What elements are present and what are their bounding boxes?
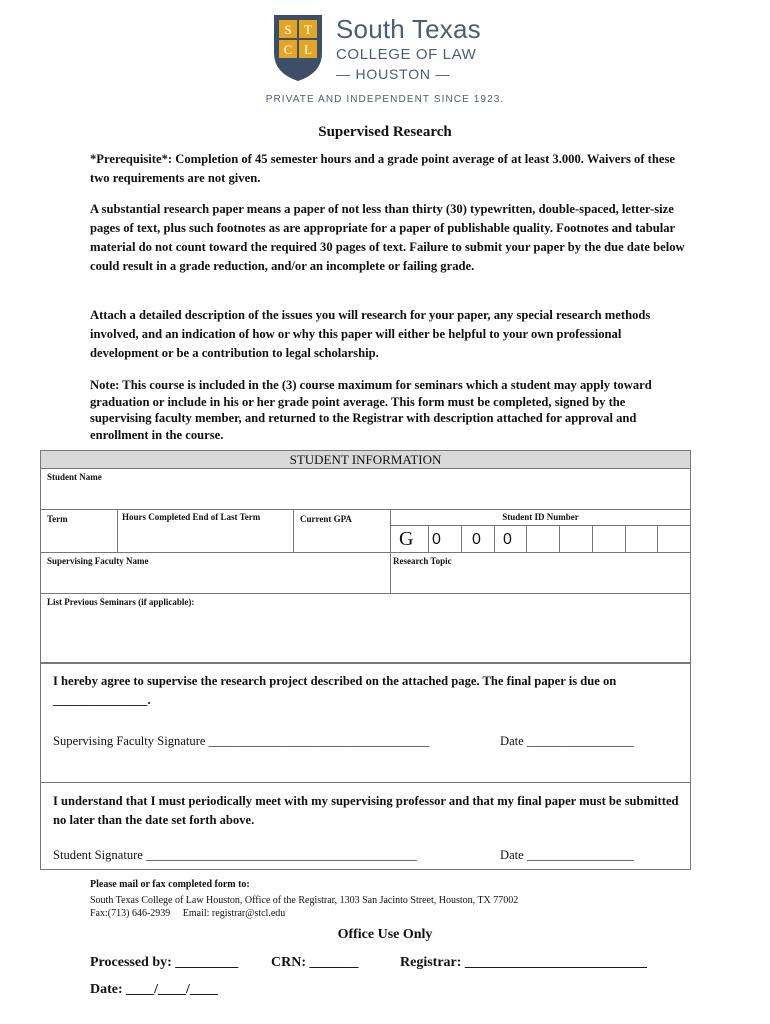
term-field[interactable] [40, 509, 118, 553]
attach-paragraph: Attach a detailed description of the issues you will research for your paper, any special research methods involved, and an indication of how or why this paper will either be helpful to your own professional development or be a contribution to legal scholarship. [90, 308, 651, 360]
research-topic-field[interactable] [390, 552, 691, 594]
previous-seminars-field[interactable] [40, 593, 691, 663]
id-digit-box[interactable] [390, 525, 429, 553]
student-name-field[interactable] [40, 468, 691, 510]
mail-address: South Texas College of Law Houston, Office of the Registrar, 1303 San Jacinto Street, Houston, TX 77002 [90, 895, 519, 906]
id-digit-box[interactable] [625, 525, 658, 553]
registrar-field[interactable]: Registrar: __________________________ [400, 955, 647, 970]
student-signature-line[interactable]: Student Signature ___________________________________________ [53, 848, 417, 862]
faculty-agreement-text: I hereby agree to supervise the research project described on the attached page. The final paper is due on _______________. [53, 674, 617, 707]
faculty-date-line[interactable]: Date _________________ [500, 734, 634, 748]
hours-completed-label: Hours Completed End of Last Term [122, 512, 261, 522]
id-digit: G [399, 528, 414, 550]
supervising-faculty-label: Supervising Faculty Name [47, 556, 149, 566]
note-paragraph: Note: This course is included in the (3) course maximum for seminars which a student may apply toward graduation or include in his or her grade point average. This form must be completed, signed by the supervising faculty member, and returned to the Registrar with description attached for approval and enrollment in the course. [90, 378, 652, 442]
processed-by-field[interactable]: Processed by: _________ [90, 955, 239, 970]
brand-subtitle: COLLEGE OF LAW [336, 46, 477, 63]
svg-text:L: L [304, 42, 312, 57]
crn-field[interactable]: CRN: _______ [271, 955, 359, 970]
page-title: Supervised Research [318, 124, 452, 140]
svg-text:C: C [283, 42, 293, 57]
id-digit-box[interactable] [526, 525, 560, 553]
id-digit-box[interactable] [494, 525, 527, 553]
research-topic-label: Research Topic [393, 556, 452, 566]
prerequisite-paragraph: *Prerequisite*: Completion of 45 semester hours and a grade point average of at least 3.000. Waivers of these two requirements are not given. [90, 152, 675, 185]
faculty-agreement-box [40, 663, 691, 783]
id-digit: 0 [472, 531, 481, 548]
id-digit: 0 [432, 531, 441, 548]
office-use-title: Office Use Only [337, 927, 433, 942]
brand-location: — HOUSTON — [336, 66, 451, 82]
current-gpa-label: Current GPA [300, 514, 352, 524]
id-digit: 0 [503, 531, 512, 548]
mail-heading: Please mail or fax completed form to: [90, 879, 250, 890]
mail-contact: Fax:(713) 646-2939 Email: registrar@stcl.edu [90, 908, 286, 919]
definition-paragraph: A substantial research paper means a paper of not less than thirty (30) typewritten, double-spaced, letter-size pages of text, plus such footnotes as are appropriate for a paper of publishable quality. Footnotes and tabular material do not count toward the required 30 pages of text. Failure to submit your paper by the due date below could result in a grade reduction, and/or an incomplete or failing grade. [90, 202, 685, 273]
office-date-field[interactable]: Date: ____/____/____ [90, 982, 218, 997]
college-logo-shield [272, 13, 324, 83]
student-id-header [390, 509, 691, 526]
hours-completed-field[interactable] [117, 509, 294, 553]
svg-text:T: T [304, 22, 312, 37]
term-label: Term [47, 514, 68, 524]
brand-tagline: PRIVATE AND INDEPENDENT SINCE 1923. [265, 94, 505, 105]
id-digit-box[interactable] [428, 525, 462, 553]
student-agreement-text: I understand that I must periodically meet with my supervising professor and that my final paper must be submitted no later than the date set forth above. [53, 794, 679, 827]
brand-name: South Texas [336, 14, 481, 44]
student-date-line[interactable]: Date _________________ [500, 848, 634, 862]
student-id-boxes[interactable] [390, 525, 691, 553]
id-digit-box[interactable] [657, 525, 691, 553]
student-id-label: Student ID Number [502, 512, 579, 522]
current-gpa-field[interactable] [293, 509, 391, 553]
id-digit-box[interactable] [592, 525, 626, 553]
student-information-header: STUDENT INFORMATION [40, 450, 691, 469]
id-digit-box[interactable] [559, 525, 593, 553]
id-digit-box[interactable] [461, 525, 495, 553]
student-agreement-box [40, 782, 691, 870]
faculty-signature-line[interactable]: Supervising Faculty Signature ___________________________________ [53, 734, 430, 748]
student-name-label: Student Name [47, 472, 102, 482]
supervising-faculty-field[interactable] [40, 552, 391, 594]
svg-text:S: S [284, 22, 292, 37]
previous-seminars-label: List Previous Seminars (if applicable): [47, 597, 195, 607]
